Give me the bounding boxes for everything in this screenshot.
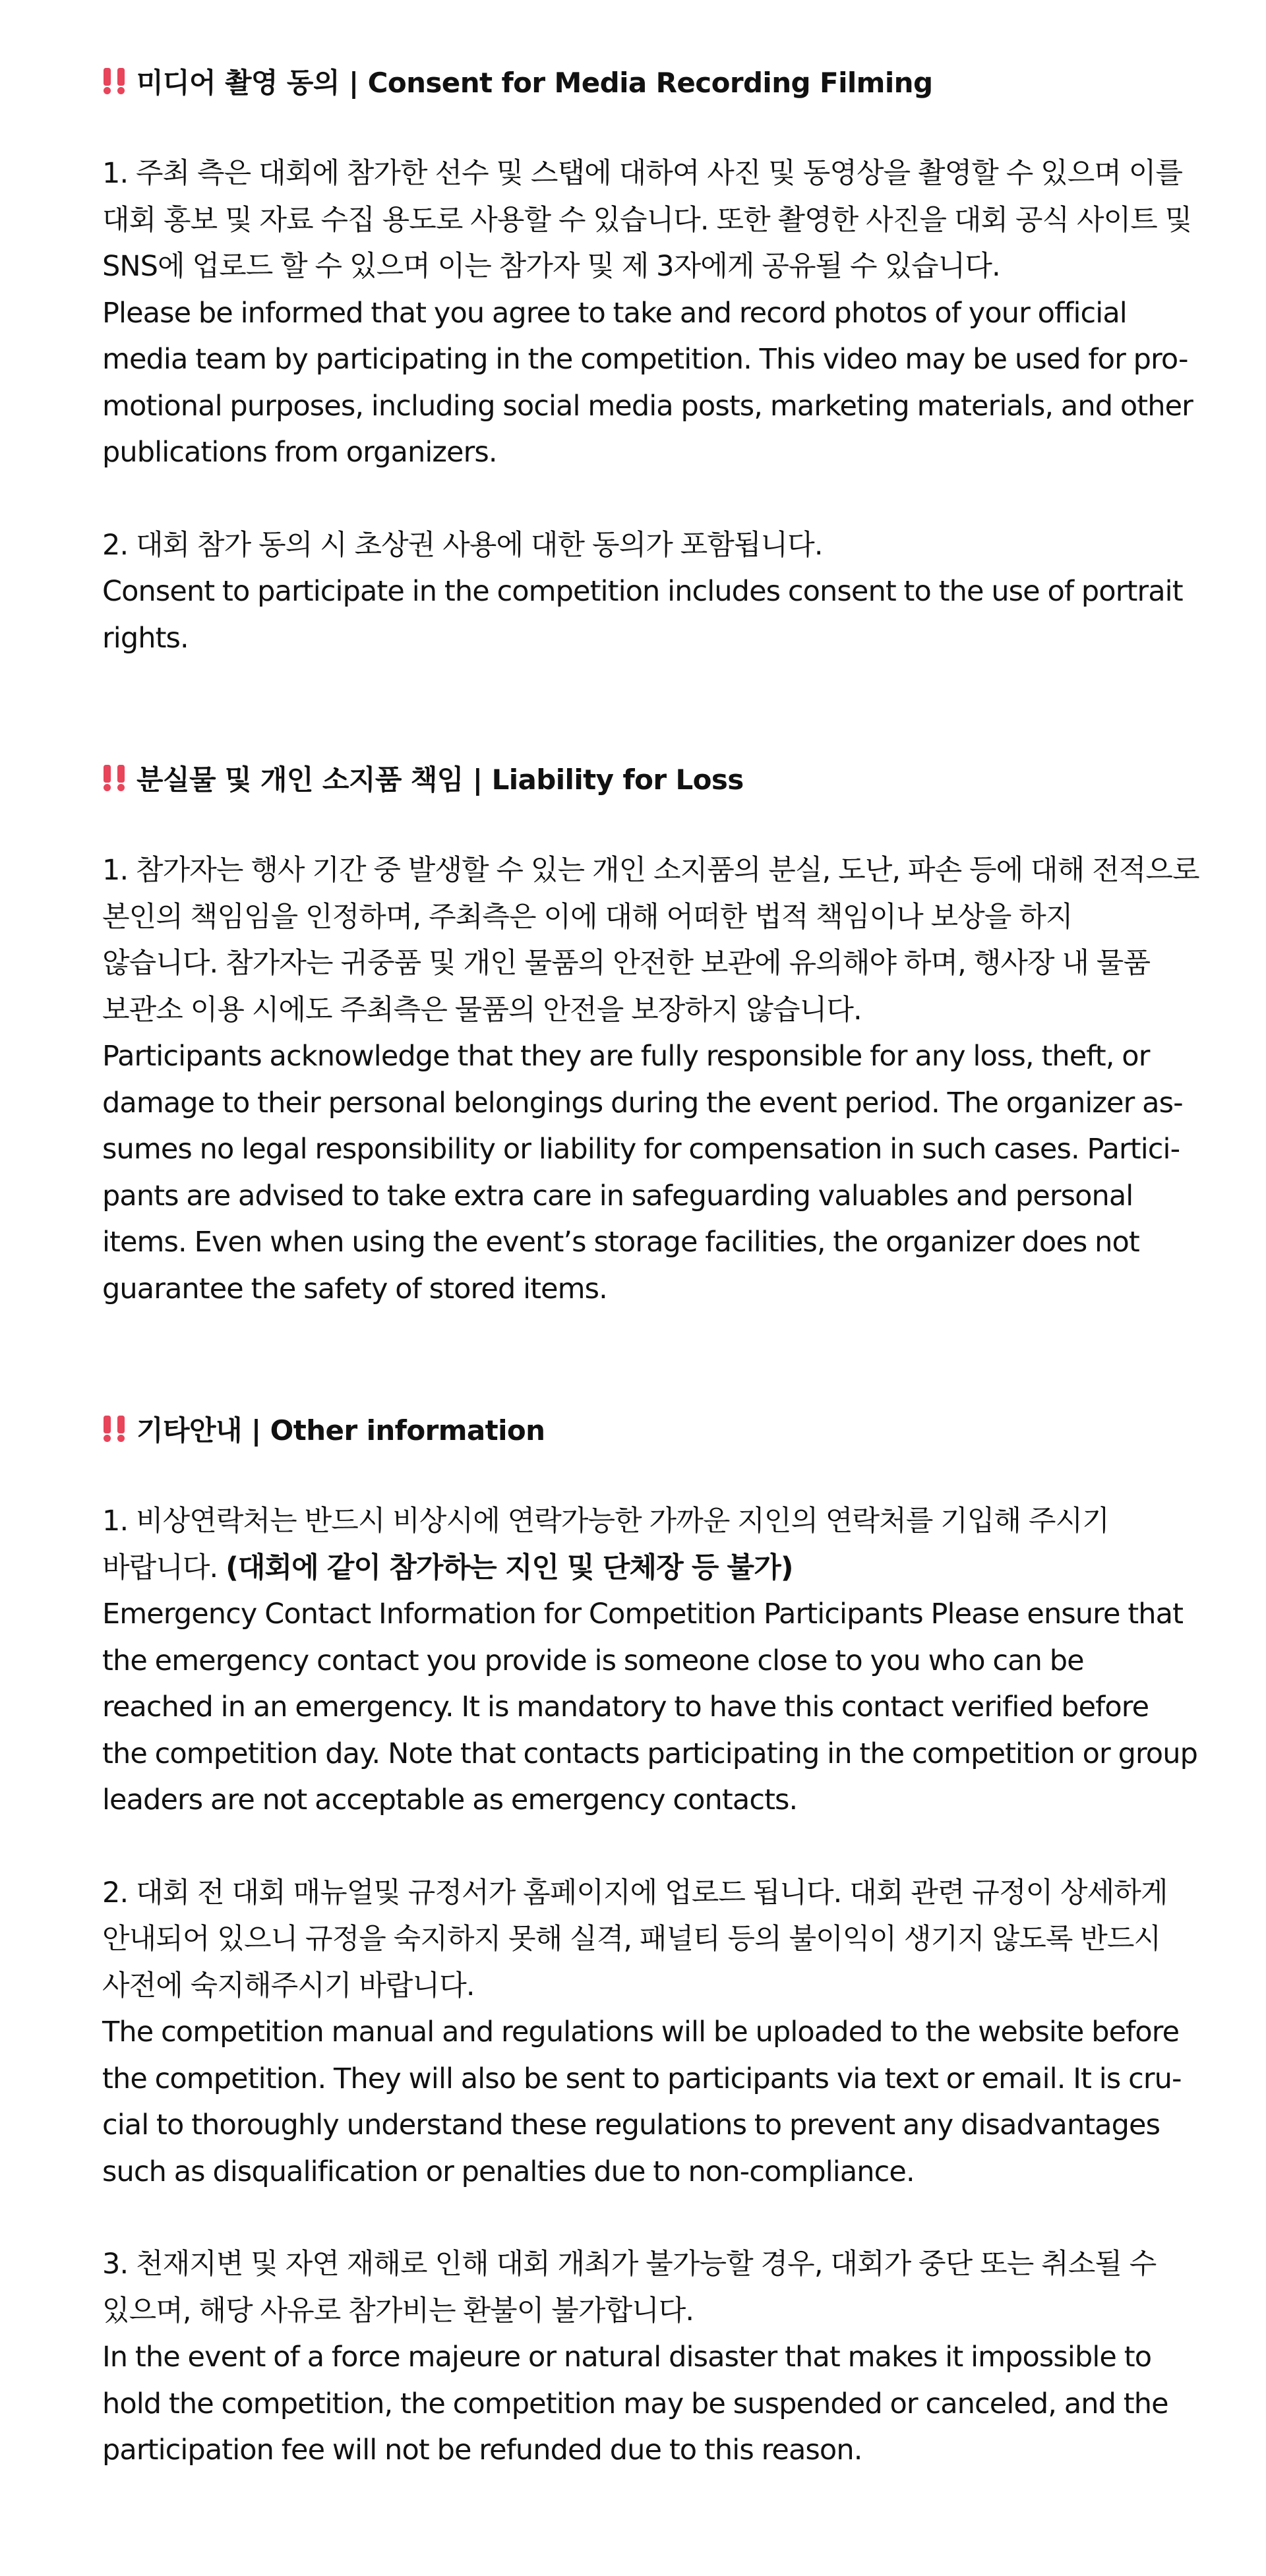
text-line: 1. 비상연락처는 반드시 비상시에 연락가능한 가까운 지인의 연락처를 기입해 주시기 [102, 1505, 1109, 1538]
text-line: hold the competition, the competition may be suspended or canceled, and the [102, 2387, 1168, 2420]
text-line: sumes no legal responsibility or liability for compensation in such cases. Partici- [102, 1133, 1180, 1166]
text-line: 사전에 숙지해주시기 바랍니다. [102, 1969, 475, 2002]
text-line: reached in an emergency. It is mandatory to have this contact verified before [102, 1691, 1149, 1723]
text-line: damage to their personal belongings during the event period. The organizer as- [102, 1086, 1183, 1120]
text-line: motional purposes, including social media posts, marketing materials, and other [102, 389, 1193, 423]
paragraph [102, 1870, 1182, 2196]
text-line: 않습니다. 참가자는 귀중품 및 개인 물품의 안전한 보관에 유의해야 하며, 행사장 내 물품 [102, 947, 1151, 980]
text-line: items. Even when using the event’s storage facilities, the organizer does not [102, 1226, 1139, 1259]
section-heading [102, 1406, 1167, 1452]
text-line: 보관소 이용 시에도 주최측은 물품의 안전을 보장하지 않습니다. [102, 993, 862, 1027]
section-title: 분실물 및 개인 소지품 책임 | Liability for Loss [136, 764, 744, 796]
text-line: Emergency Contact Information for Competition Participants Please ensure that [102, 1598, 1184, 1631]
section-other-information [102, 1406, 1197, 2474]
text-line: participation fee will not be refunded due to this reason. [102, 2434, 862, 2467]
section-media-consent [102, 58, 1193, 661]
text-line: cial to thoroughly understand these regulations to prevent any disadvantages [102, 2109, 1160, 2142]
text-line [102, 1545, 1167, 1592]
text-line: such as disqualification or penalties due to non-compliance. [102, 2155, 915, 2188]
text-line: Consent to participate in the competition includes consent to the use of portrait [102, 575, 1183, 608]
double-exclamation-icon [102, 1416, 127, 1442]
text-line: 3. 천재지변 및 자연 재해로 인해 대회 개최가 불가능할 경우, 대회가 중단 또는 취소될 수 [102, 2248, 1157, 2281]
text-line: 2. 대회 전 대회 매뉴얼및 규정서가 홈페이지에 업로드 됩니다. 대회 관련 규정이 상세하게 [102, 1876, 1168, 1909]
text-line: publications from organizers. [102, 436, 497, 469]
text-line: The competition manual and regulations will be uploaded to the website before [102, 2016, 1180, 2049]
text-line: SNS에 업로드 할 수 있으며 이는 참가자 및 제 3자에게 공유될 수 있습니다. [102, 250, 1000, 283]
section-title: 미디어 촬영 동의 | Consent for Media Recording Filming [136, 67, 933, 99]
text-line: the competition. They will also be sent to participants via text or email. It is cru- [102, 2062, 1182, 2095]
text-line: the emergency contact you provide is someone close to you who can be [102, 1644, 1084, 1677]
text-line: 1. 주최 측은 대회에 참가한 선수 및 스탭에 대하여 사진 및 동영상을 촬영할 수 있으며 이를 [102, 157, 1183, 190]
text-line: 1. 참가자는 행사 기간 중 발생할 수 있는 개인 소지품의 분실, 도난, 파손 등에 대해 전적으로 [102, 854, 1199, 887]
bold-note: (대회에 같이 참가하는 지인 및 단체장 등 불가) [226, 1551, 793, 1584]
paragraph [102, 1498, 1197, 1824]
paragraph [102, 150, 1193, 476]
paragraph [102, 522, 1183, 662]
text-line: 본인의 책임임을 인정하며, 주최측은 이에 대해 어떠한 법적 책임이나 보상을 하지 [102, 900, 1073, 934]
text-line: 안내되어 있으니 규정을 숙지하지 못해 실격, 패널티 등의 불이익이 생기지 않도록 반드시 [102, 1923, 1161, 1956]
section-heading [102, 755, 1167, 801]
text-line: Participants acknowledge that they are fully responsible for any loss, theft, or [102, 1040, 1150, 1073]
text-line: 있으며, 해당 사유로 참가비는 환불이 불가합니다. [102, 2294, 694, 2327]
double-exclamation-icon [102, 765, 127, 791]
section-title: 기타안내 | Other information [136, 1414, 545, 1447]
text-line: Please be informed that you agree to take and record photos of your official [102, 296, 1127, 330]
paragraph [102, 847, 1199, 1312]
text-line: leaders are not acceptable as emergency contacts. [102, 1783, 798, 1816]
text-line: In the event of a force majeure or natural disaster that makes it impossible to [102, 2341, 1152, 2374]
text-line: guarantee the safety of stored items. [102, 1272, 607, 1305]
text-line: 2. 대회 참가 동의 시 초상권 사용에 대한 동의가 포함됩니다. [102, 528, 823, 562]
section-liability-for-loss [102, 755, 1199, 1312]
text-line: 대회 홍보 및 자료 수집 용도로 사용할 수 있습니다. 또한 촬영한 사진을 대회 공식 사이트 및 [102, 203, 1192, 237]
text-line: the competition day. Note that contacts participating in the competition or group [102, 1737, 1197, 1770]
double-exclamation-icon [102, 68, 127, 94]
text-line: media team by participating in the competition. This video may be used for pro- [102, 343, 1188, 376]
text-segment: 바랍니다. [102, 1551, 218, 1584]
section-heading [102, 58, 1167, 104]
text-line: rights. [102, 621, 189, 655]
text-line: pants are advised to take extra care in safeguarding valuables and personal [102, 1179, 1133, 1213]
paragraph [102, 2241, 1167, 2474]
